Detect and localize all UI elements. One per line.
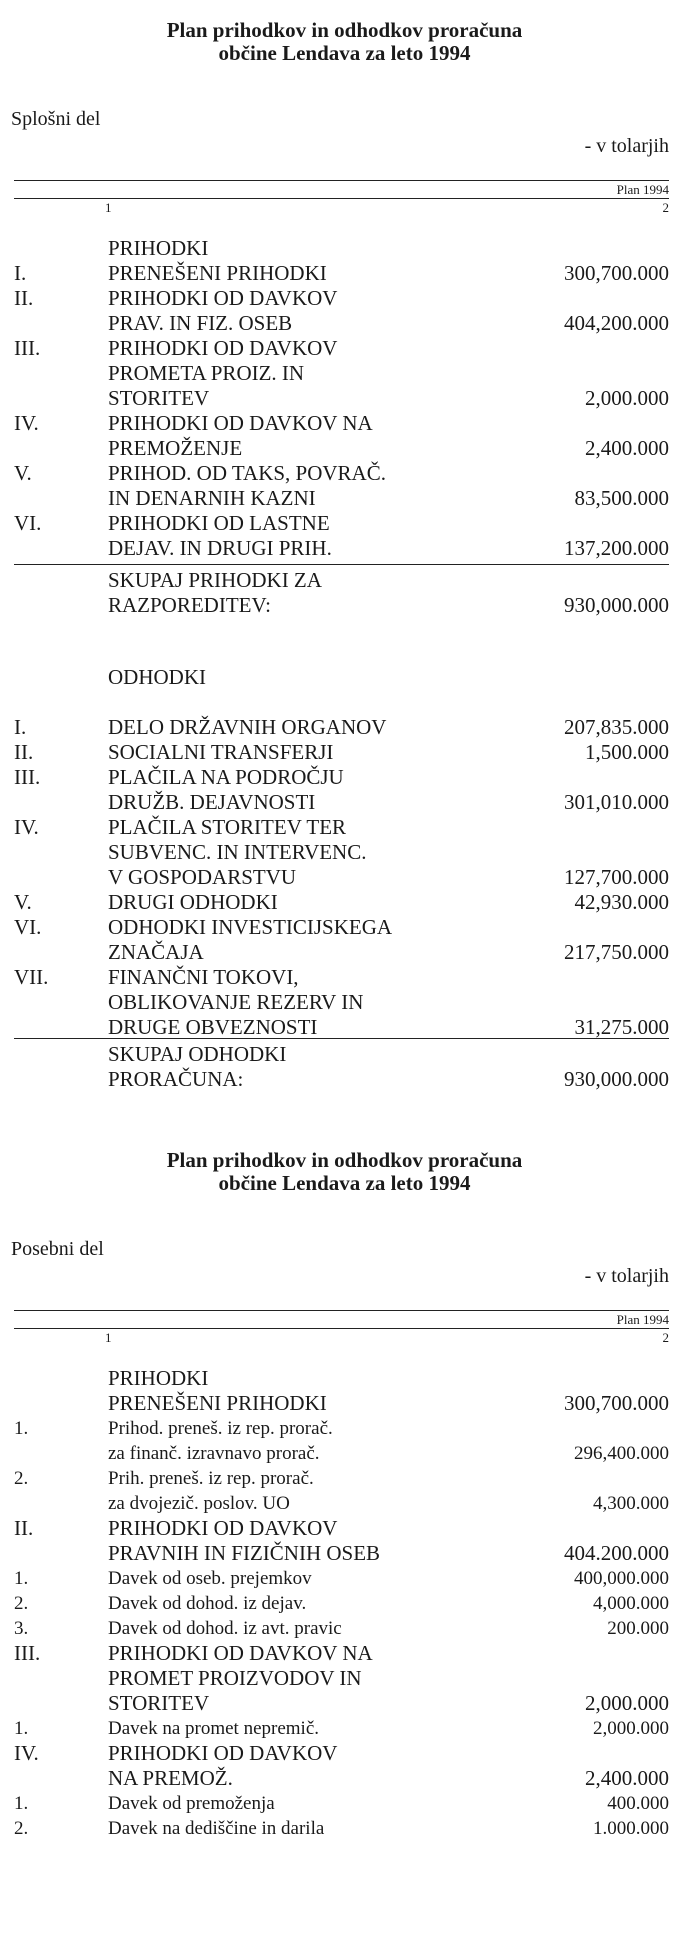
table-row [0,1666,689,1691]
row-label: DRUGE OBVEZNOSTI [108,1015,318,1039]
row-label: PRIHODKI OD DAVKOV [108,1741,338,1765]
row-label: za finanč. izravnavo prorač. [108,1443,320,1464]
row-number: III. [14,765,41,789]
row-label: PRORAČUNA: [108,1067,244,1091]
table-row [0,1741,689,1766]
table-row [0,1816,689,1841]
table-row [0,286,689,311]
table-row [0,361,689,386]
row-label: ODHODKI INVESTICIJSKEGA [108,915,393,939]
table-row [0,1416,689,1441]
row-value: 404.200.000 [564,1541,669,1565]
table-row [0,740,689,765]
row-label: SOCIALNI TRANSFERJI [108,740,334,764]
row-value: 42,930.000 [574,890,669,914]
row-value: 207,835.000 [564,715,669,739]
row-value: 127,700.000 [564,865,669,889]
column-number-2: 2 [662,200,669,215]
column2-number-2: 2 [662,1330,669,1345]
row-number: VI. [14,915,42,939]
section-label-special: Posebni del [11,1238,104,1260]
expense-heading-row [0,665,689,690]
row-value: 930,000.000 [564,1067,669,1091]
table-row [0,1391,689,1416]
row-label: STORITEV [108,1691,210,1715]
row-label: PLAČILA NA PODROČJU [108,765,344,789]
row-label: Prihod. preneš. iz rep. prorač. [108,1418,333,1439]
expense-heading-block [0,665,689,690]
table2-header-rule [14,1328,669,1329]
row-label: PRENEŠENI PRIHODKI [108,1391,327,1415]
row-label: DELO DRŽAVNIH ORGANOV [108,715,387,739]
document-title2-line1: Plan prihodkov in odhodkov proračuna [166,1148,523,1172]
table-row [0,1441,689,1466]
table-row [0,940,689,965]
row-number: 2. [14,1468,29,1489]
total-row [0,568,689,593]
table-row [0,1491,689,1516]
row-value: 300,700.000 [564,1391,669,1415]
total-row [0,1042,689,1067]
row-label: za dvojezič. poslov. UO [108,1493,290,1514]
row-value: 2,000.000 [585,1691,669,1715]
table2-top-rule [14,1310,669,1311]
row-label: PROMETA PROIZ. IN [108,361,305,385]
row-label: FINANČNI TOKOVI, [108,965,299,989]
row-number: IV. [14,815,39,839]
row-number: IV. [14,1741,39,1765]
row-value: 2,400.000 [585,1766,669,1790]
row-label: PRIHODKI OD LASTNE [108,511,330,535]
row-number: I. [14,261,27,285]
table-row [0,915,689,940]
row-number: II. [14,286,34,310]
table-row [0,840,689,865]
row-value: 137,200.000 [564,536,669,560]
column-header-plan: Plan 1994 [616,182,669,197]
expense-heading: ODHODKI [108,665,206,689]
row-label: PROMET PROIZVODOV IN [108,1666,362,1690]
table-row [0,1015,689,1040]
table-row [0,890,689,915]
table-row [0,965,689,990]
general-income-total [0,568,689,618]
row-label: DEJAV. IN DRUGI PRIH. [108,536,332,560]
row-label: STORITEV [108,386,210,410]
row-label: NA PREMOŽ. [108,1766,233,1790]
row-number: 3. [14,1618,29,1639]
row-value: 4,000.000 [593,1593,669,1614]
row-number: 1. [14,1718,29,1739]
general-expense-total [0,1042,689,1092]
row-label: PRIHODKI OD DAVKOV [108,1516,338,1540]
row-value: 217,750.000 [564,940,669,964]
table-row [0,1366,689,1391]
row-label: DRUGI ODHODKI [108,890,278,914]
table-header-rule [14,198,669,199]
row-value: 83,500.000 [574,486,669,510]
table-top-rule [14,180,669,181]
general-income-table [0,236,689,561]
row-value: 2,000.000 [585,386,669,410]
row-label: Davek od premoženja [108,1793,275,1814]
row-label: SUBVENC. IN INTERVENC. [108,840,367,864]
row-value: 1,500.000 [585,740,669,764]
row-label: PRIHODKI [108,236,209,260]
row-value: 2,000.000 [593,1718,669,1739]
document-title-line2: občine Lendava za leto 1994 [218,41,471,65]
row-label: RAZPOREDITEV: [108,593,271,617]
row-number: I. [14,715,27,739]
row-number: 1. [14,1793,29,1814]
row-label: ZNAČAJA [108,940,204,964]
row-value: 400,000.000 [574,1568,669,1589]
table-row [0,386,689,411]
table-row [0,715,689,740]
row-number: 2. [14,1593,29,1614]
row-label: PRAVNIH IN FIZIČNIH OSEB [108,1541,381,1565]
row-label: PREMOŽENJE [108,436,243,460]
row-number: VI. [14,511,42,535]
table-row [0,261,689,286]
row-label: PRIHODKI OD DAVKOV [108,336,338,360]
row-value: 31,275.000 [574,1015,669,1039]
expense-total-rule [14,1038,669,1039]
table-row [0,1766,689,1791]
row-label: SKUPAJ PRIHODKI ZA [108,568,322,592]
table-row [0,1466,689,1491]
row-value: 404,200.000 [564,311,669,335]
row-label: PRIHODKI [108,1366,209,1390]
row-number: VII. [14,965,49,989]
table-row [0,1541,689,1566]
table-row [0,486,689,511]
total-row [0,593,689,618]
section-label-general: Splošni del [11,108,101,130]
row-value: 930,000.000 [564,593,669,617]
row-label: DRUŽB. DEJAVNOSTI [108,790,316,814]
table-row [0,990,689,1015]
table-row [0,1566,689,1591]
total-row [0,1067,689,1092]
row-number: II. [14,1516,34,1540]
table-row [0,311,689,336]
table-row [0,436,689,461]
row-value: 301,010.000 [564,790,669,814]
row-number: IV. [14,411,39,435]
table-row [0,865,689,890]
row-label: PRIHOD. OD TAKS, POVRAČ. [108,461,386,485]
row-value: 400.000 [607,1793,669,1814]
row-number: II. [14,740,34,764]
row-label: Davek od oseb. prejemkov [108,1568,312,1589]
row-label: Prih. preneš. iz rep. prorač. [108,1468,314,1489]
table-row [0,1516,689,1541]
row-label: OBLIKOVANJE REZERV IN [108,990,364,1014]
row-value: 200.000 [607,1618,669,1639]
row-label: IN DENARNIH KAZNI [108,486,316,510]
row-label: V GOSPODARSTVU [108,865,297,889]
table-row [0,236,689,261]
row-label: PRIHODKI OD DAVKOV NA [108,411,373,435]
table-row [0,1716,689,1741]
table-row [0,336,689,361]
row-value: 296,400.000 [574,1443,669,1464]
table-row [0,1591,689,1616]
column-number-1: 1 [105,200,112,215]
row-number: V. [14,461,32,485]
table-row [0,461,689,486]
row-value: 1.000.000 [593,1818,669,1839]
row-number: 2. [14,1818,29,1839]
row-number: III. [14,1641,41,1665]
special-income-table [0,1366,689,1841]
unit-label-special: - v tolarjih [584,1265,669,1287]
document-title-line1: Plan prihodkov in odhodkov proračuna [166,18,523,42]
row-value: 2,400.000 [585,436,669,460]
column2-header-plan: Plan 1994 [616,1312,669,1327]
row-label: PRIHODKI OD DAVKOV NA [108,1641,373,1665]
row-number: 1. [14,1568,29,1589]
row-value: 300,700.000 [564,261,669,285]
row-label: Davek od dohod. iz dejav. [108,1593,307,1614]
table-row [0,765,689,790]
table-row [0,536,689,561]
row-label: PLAČILA STORITEV TER [108,815,347,839]
table-row [0,511,689,536]
row-label: Davek na dediščine in darila [108,1818,325,1839]
row-label: PRENEŠENI PRIHODKI [108,261,327,285]
general-expense-table [0,715,689,1040]
table-row [0,1691,689,1716]
table-row [0,790,689,815]
row-number: V. [14,890,32,914]
row-label: Davek na promet nepremič. [108,1718,320,1739]
row-label: Davek od dohod. iz avt. pravic [108,1618,342,1639]
table-row [0,1641,689,1666]
income-total-rule [14,564,669,565]
table-row [0,815,689,840]
row-number: III. [14,336,41,360]
table-row [0,411,689,436]
document-title2-line2: občine Lendava za leto 1994 [218,1171,471,1195]
unit-label-general: - v tolarjih [584,135,669,157]
row-value: 4,300.000 [593,1493,669,1514]
row-label: SKUPAJ ODHODKI [108,1042,287,1066]
table-row [0,1616,689,1641]
column2-number-1: 1 [105,1330,112,1345]
row-label: PRAV. IN FIZ. OSEB [108,311,293,335]
row-label: PRIHODKI OD DAVKOV [108,286,338,310]
table-row [0,1791,689,1816]
row-number: 1. [14,1418,29,1439]
